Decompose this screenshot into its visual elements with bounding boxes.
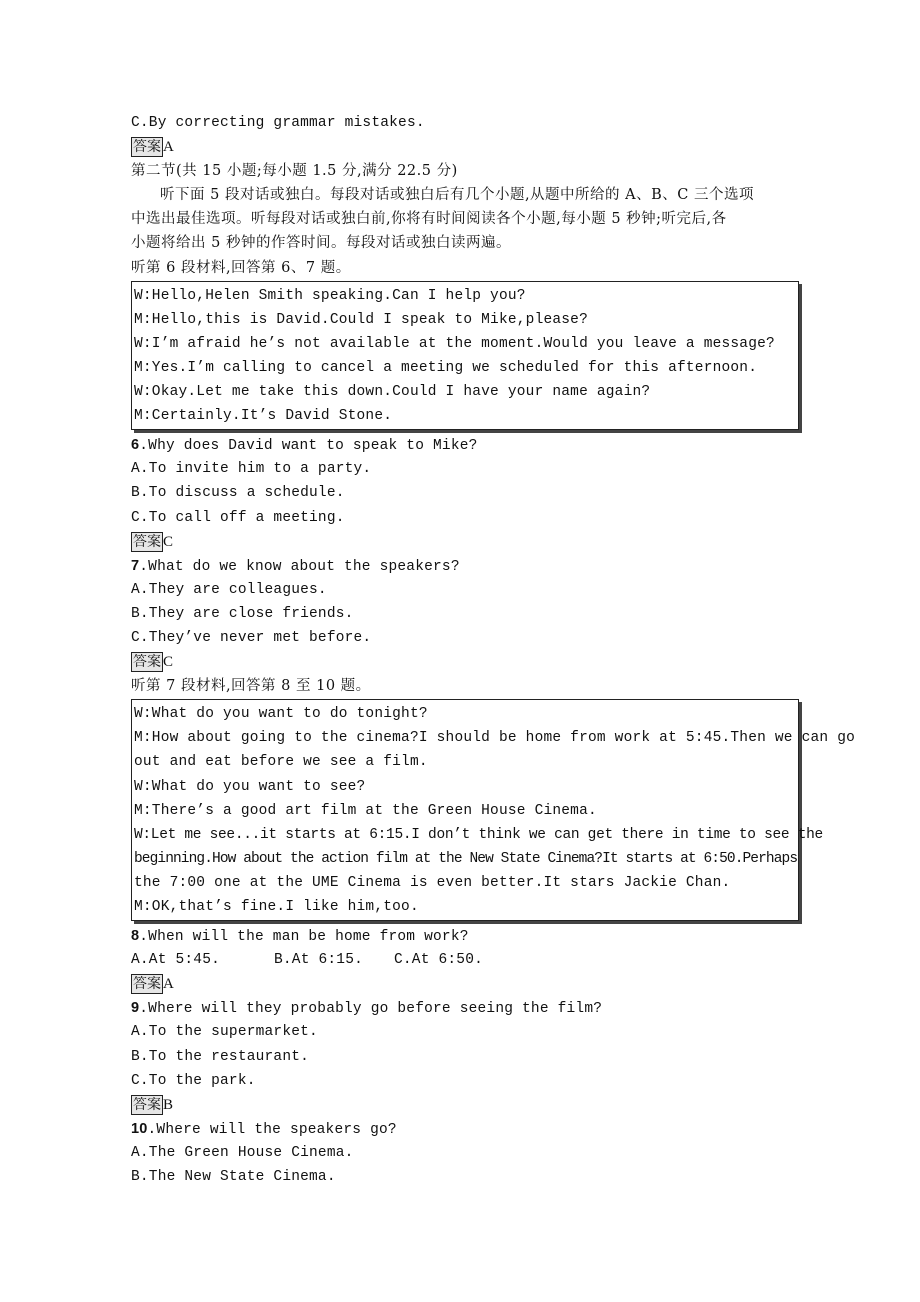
question-number: 9 [131,1000,140,1017]
transcript-line: W:I’m afraid he’s not available at the moment.Would you leave a message? [134,335,775,352]
answer-label: 答案 [133,1096,161,1113]
q6-option-a: A.To invite him to a party. [131,461,372,478]
transcript-line: W:Let me see...it starts at 6:15.I don’t think we can get there in time to see the [134,826,823,843]
prev-answer [131,135,793,159]
material-7-intro: 听第 7 段材料,回答第 8 至 10 题。 [131,678,371,695]
instruction-line-2: 中选出最佳选项。听每段对话或独白前,你将有时间阅读各个小题,每小题 5 秒钟;听完后,各 [131,211,727,228]
question-text: .Where will the speakers go? [147,1121,397,1138]
instruction-line-1: 听下面 5 段对话或独白。每段对话或独白后有几个小题,从题中所给的 A、B、C 三个选项 [160,187,754,204]
answer-label: 答案 [133,976,161,993]
question-number: 8 [131,928,140,945]
answer-value: C [163,654,174,671]
question-number: 6 [131,437,140,454]
material-6-intro: 听第 6 段材料,回答第 6、7 题。 [131,259,351,276]
answer-value: B [163,1096,174,1113]
transcript-line: W:Okay.Let me take this down.Could I have your name again? [134,384,651,401]
q7-option-a: A.They are colleagues. [131,581,327,598]
transcript-line: out and eat before we see a film. [134,754,428,771]
question-number: 10 [131,1120,148,1137]
q6-option-c: C.To call off a meeting. [131,509,345,526]
answer-label: 答案 [133,139,161,156]
q7-option-c: C.They’ve never met before. [131,629,372,646]
q8-options [131,948,793,972]
section-heading: 第二节(共 15 小题;每小题 1.5 分,满分 22.5 分) [131,163,458,180]
transcript-line: M:Hello,this is David.Could I speak to Mike,please? [134,311,588,328]
answer-value: A [163,976,174,993]
transcript-line: W:What do you want to see? [134,778,366,795]
document-page [131,111,856,1189]
question-10 [131,1117,793,1141]
q9-answer [131,1093,793,1117]
question-9 [131,996,793,1020]
answer-label: 答案 [133,654,161,671]
q10-option-a: A.The Green House Cinema. [131,1144,354,1161]
question-7 [131,554,793,578]
q7-option-b: B.They are close friends. [131,605,354,622]
transcript-line: beginning.How about the action film at the New State Cinema?It starts at 6:50.Perhaps [134,850,798,867]
answer-value: A [163,139,174,156]
transcript-box-6 [131,281,799,431]
question-text: .Where will they probably go before seeing the film? [139,1001,603,1018]
transcript-line: the 7:00 one at the UME Cinema is even better.It stars Jackie Chan. [134,874,731,891]
transcript-line: M:How about going to the cinema?I should be home from work at 5:45.Then we can go [134,730,856,747]
question-number: 7 [131,557,140,574]
question-6 [131,433,793,457]
q10-option-b: B.The New State Cinema. [131,1169,336,1186]
q6-answer [131,530,793,554]
instruction-line-3: 小题将给出 5 秒钟的作答时间。每段对话或独白读两遍。 [131,235,511,252]
q9-option-c: C.To the park. [131,1072,256,1089]
answer-value: C [163,533,174,550]
question-8 [131,924,793,948]
transcript-line: M:There’s a good art film at the Green House Cinema. [134,802,597,819]
transcript-line: W:What do you want to do tonight? [134,706,428,723]
q6-option-b: B.To discuss a schedule. [131,485,345,502]
answer-label: 答案 [133,533,161,550]
transcript-line: M:OK,that’s fine.I like him,too. [134,899,419,915]
transcript-line: M:Certainly.It’s David Stone. [134,408,393,425]
transcript-line: M:Yes.I’m calling to cancel a meeting we scheduled for this afternoon. [134,359,758,376]
q7-answer [131,650,793,674]
q8-answer [131,972,793,996]
prev-option-c: C.By correcting grammar mistakes. [131,115,425,131]
question-text: .What do we know about the speakers? [139,558,460,575]
q9-option-b: B.To the restaurant. [131,1048,310,1065]
question-text: .When will the man be home from work? [139,929,469,946]
q8-option-a: A.At 5:45. [131,952,221,969]
q8-option-b: B.At 6:15. [274,952,364,969]
transcript-box-7 [131,699,856,921]
question-text: .Why does David want to speak to Mike? [139,438,478,455]
q9-option-a: A.To the supermarket. [131,1024,318,1041]
q8-option-c: C.At 6:50. [394,952,484,969]
transcript-line: W:Hello,Helen Smith speaking.Can I help you? [134,287,526,304]
